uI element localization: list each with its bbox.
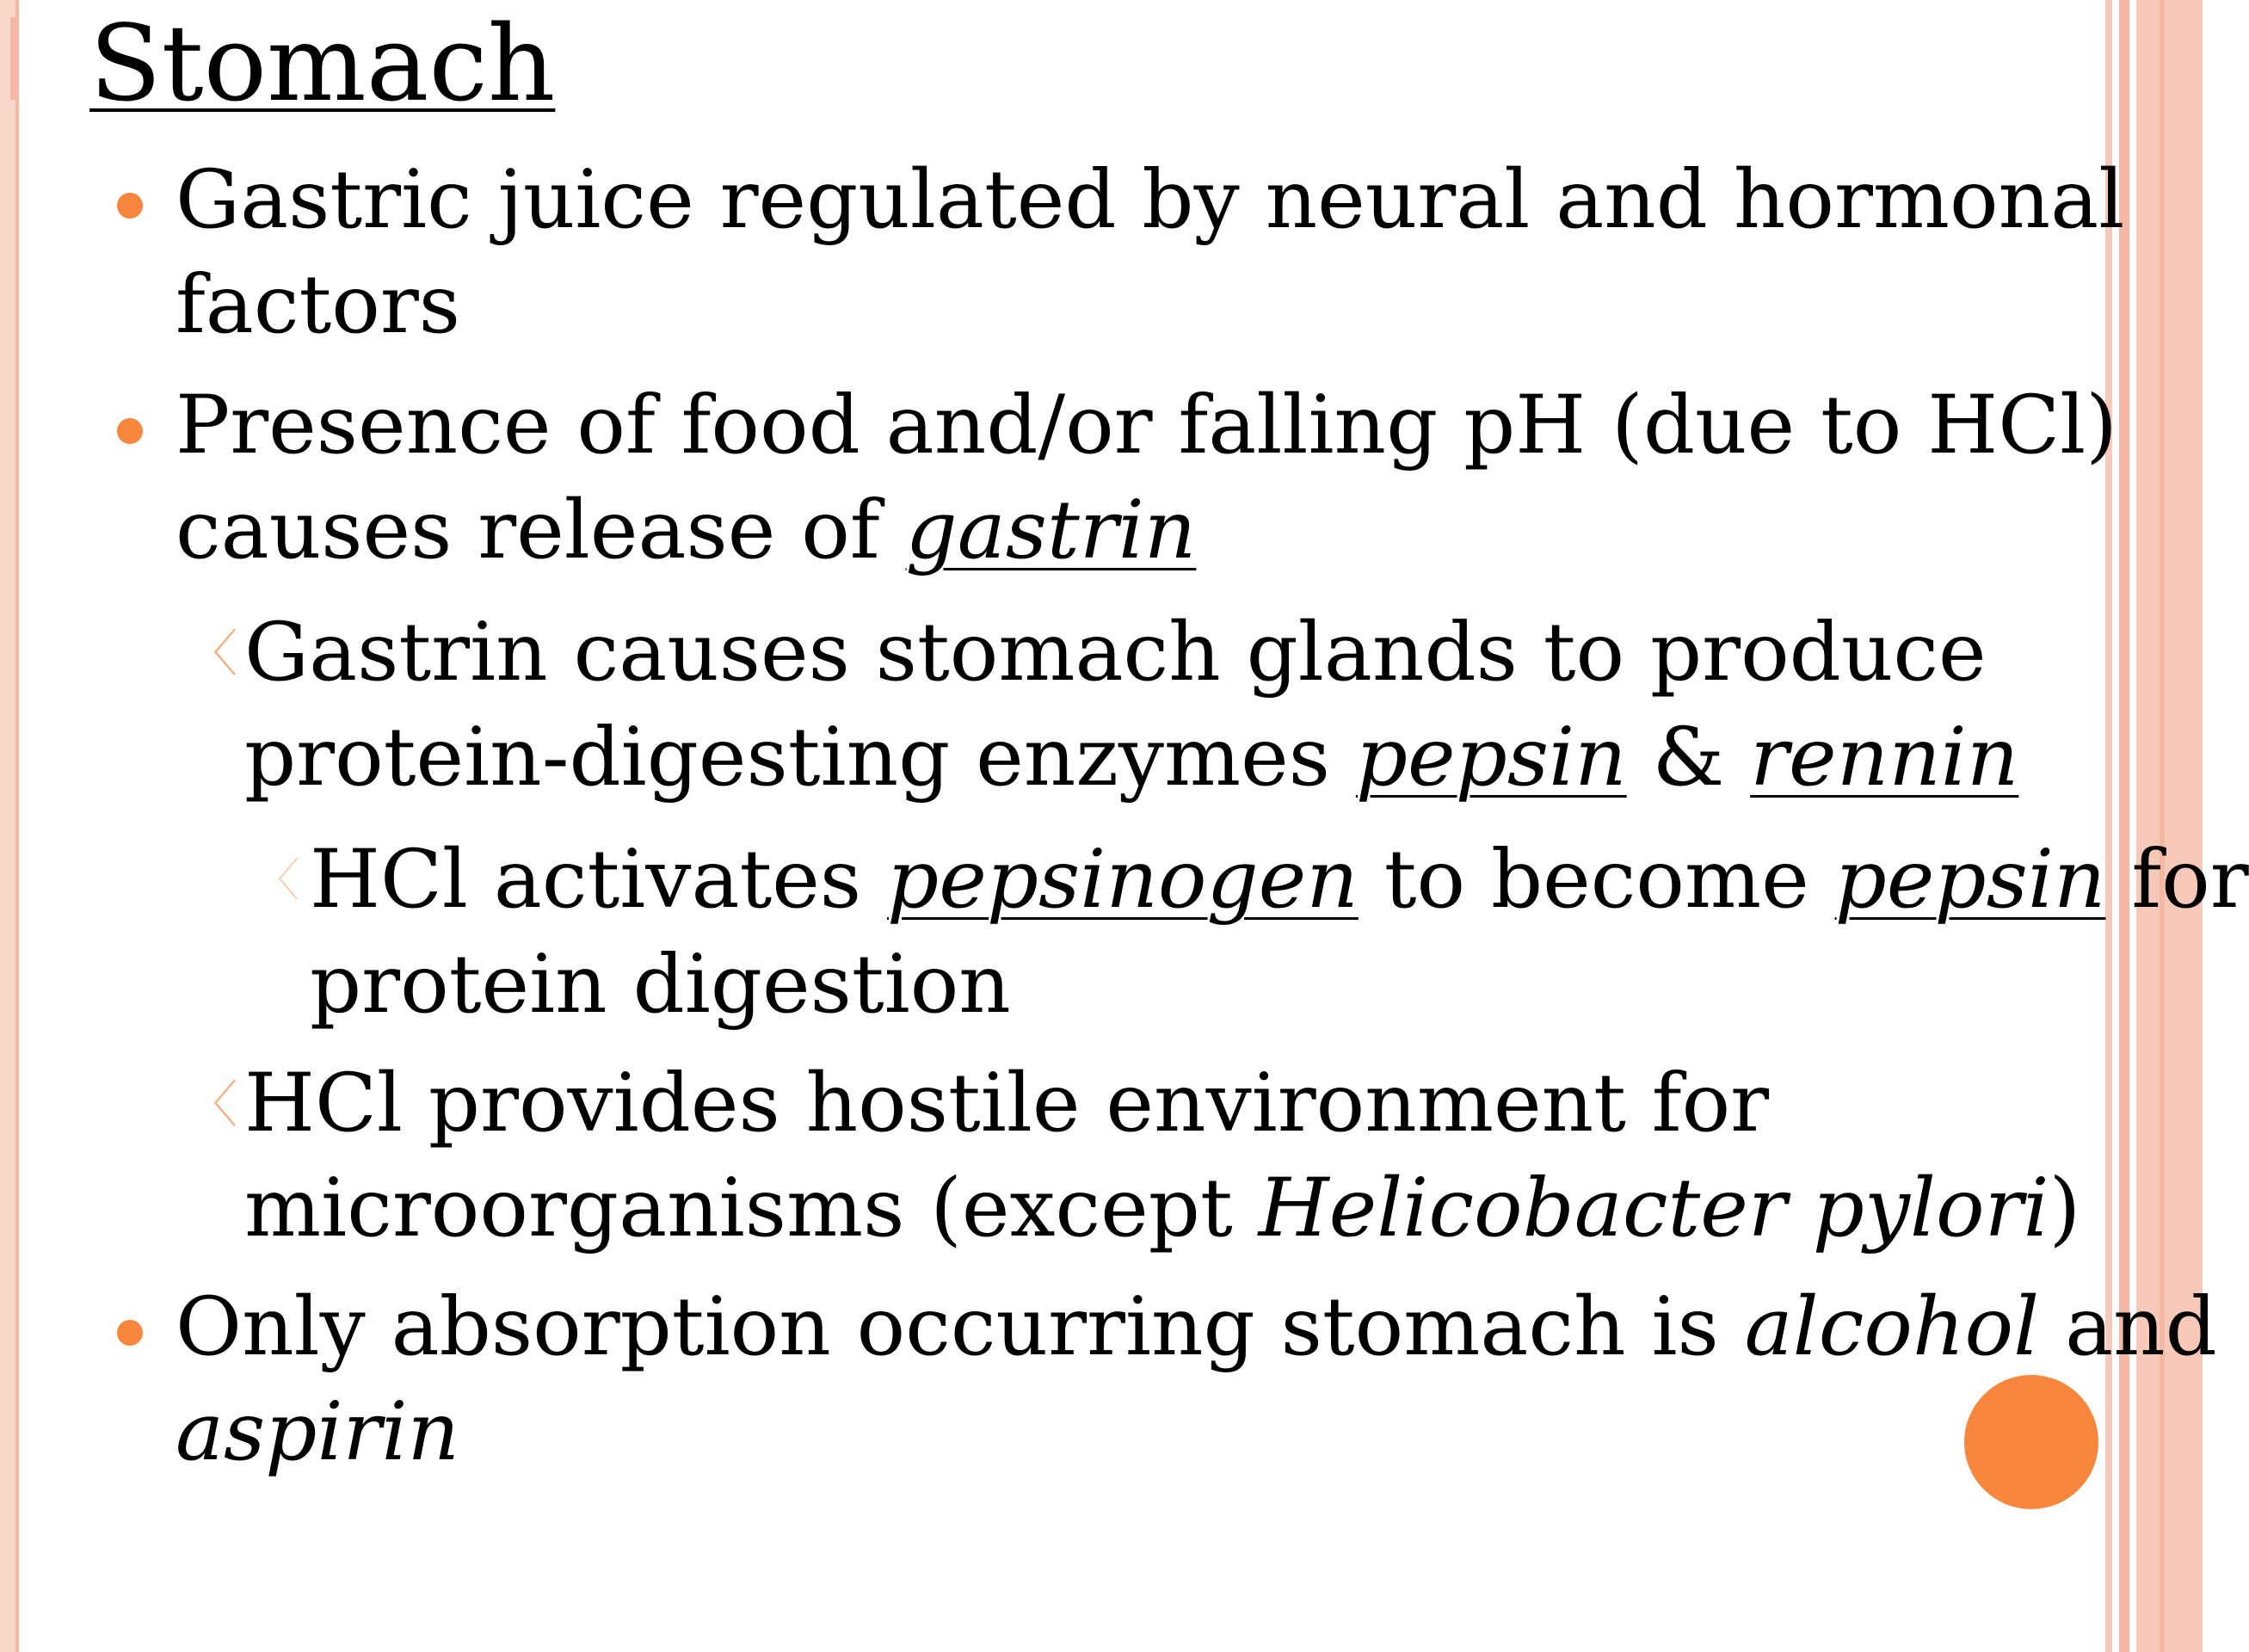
sub-bullet-marker-icon: 〈 [188,1076,238,1134]
sub-bullet-item [244,601,2018,811]
sub-bullet-text: microorganisms (except [244,1162,1259,1255]
term-pepsin: pepsin [1834,833,2106,927]
bullet-item [176,373,2117,583]
bullet-line [176,478,2117,583]
bullet-item [176,1275,2217,1485]
term-gastrin: gastrin [905,484,1197,577]
subsub-bullet-text: HCl activates [310,833,888,927]
bullet-line: Gastric juice regulated by neural and hormonal [176,153,2125,247]
subsub-bullet-line: protein digestion [310,938,1011,1032]
term-alcohol: alcohol [1744,1280,2040,1374]
sub-bullet-text: ) [2049,1162,2081,1255]
term-aspirin: aspirin [176,1385,460,1479]
bullet-line: Presence of food and/or falling pH (due to HCl) [176,379,2117,472]
sub-bullet-line [244,1156,2080,1261]
subsub-bullet-line [310,828,2249,933]
bullet-line [176,1275,2217,1380]
sub-bullet-line: HCl provides hostile environment for [244,1057,1770,1150]
subsub-bullet-item [310,828,2249,1038]
bullet-dot-icon [117,418,143,444]
term-pepsin: pepsin [1355,711,1627,804]
sub-bullet-line [244,706,2018,811]
bullet-text: causes release of [176,484,906,577]
bullet-item [176,148,2124,358]
bullet-text: and [2039,1280,2217,1374]
term-pepsinogen: pepsinogen [887,833,1359,927]
subsub-bullet-text: for [2105,833,2249,927]
term-rennin: rennin [1750,711,2019,804]
sub-bullet-text: protein-digesting enzymes [244,711,1356,804]
left-tick-decoration [10,17,18,100]
sub-bullet-line: Gastrin causes stomach glands to produce [244,606,1987,700]
left-border-decoration [0,0,15,1652]
bullet-text: Only absorption occurring stomach is [176,1280,1745,1374]
subsub-bullet-marker-icon: 〈 [255,855,300,907]
sub-bullet-marker-icon: 〈 [188,625,238,683]
term-helicobacter-pylori: Helicobacter pylori [1258,1162,2049,1255]
bullet-dot-icon [117,1320,143,1346]
slide-title: Stomach [89,3,556,125]
sub-bullet-item [244,1051,2080,1261]
conjunction: & [1626,711,1751,804]
subsub-bullet-text: to become [1358,833,1835,927]
bullet-line: factors [176,258,461,352]
bullet-dot-icon [117,193,143,219]
